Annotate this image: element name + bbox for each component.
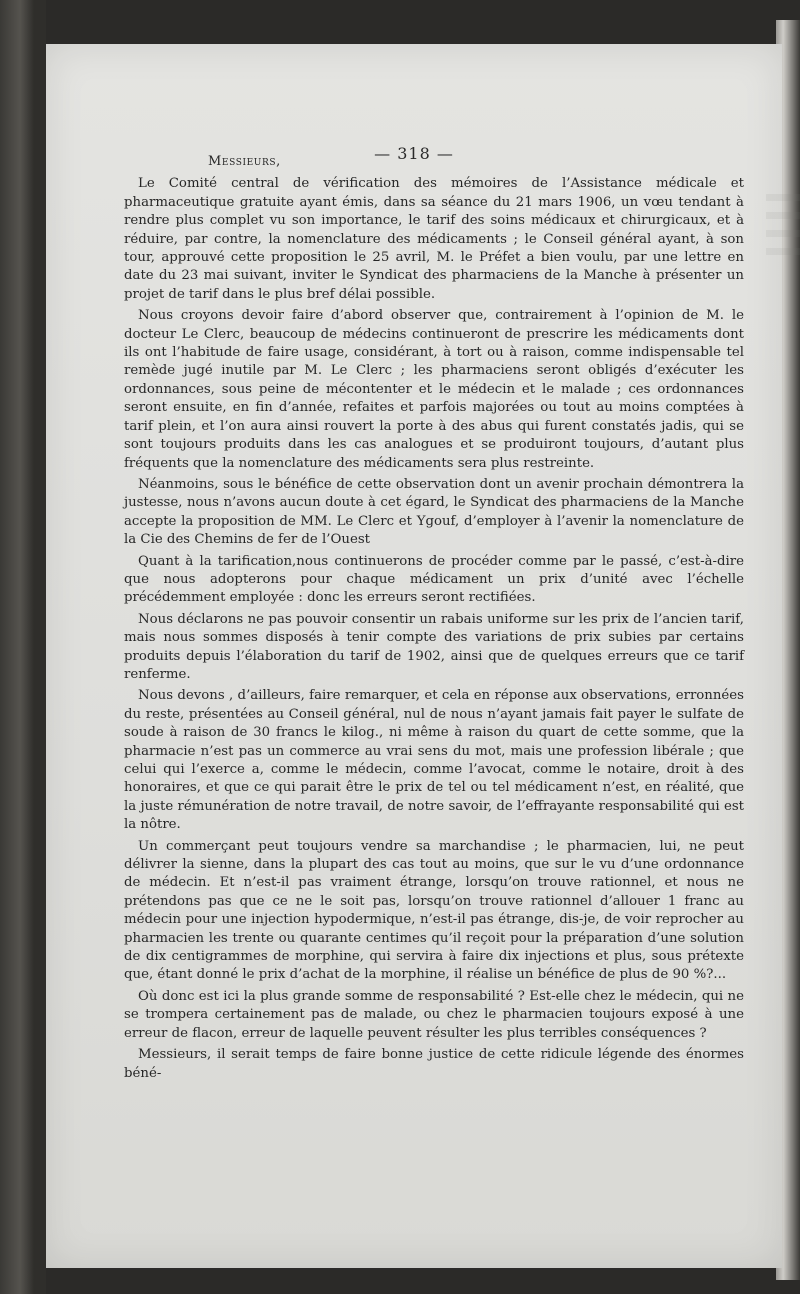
show-through-bleed bbox=[766, 194, 800, 264]
salutation: Messieurs, bbox=[208, 154, 281, 169]
paragraph-8: Où donc est ici la plus grande somme de responsabilité ? Est-elle chez le médecin, qui ne se trompera certainement pas de malade, ou chez le pharmacien toujours exposé à une erreur de flacon, erreur de laquelle peuvent résulter les plus terribles conséquences ? bbox=[124, 988, 744, 1041]
paragraph-4: Quant à la tarification,nous continuerons de procéder comme par le passé, c’est-à-dire que nous adopterons pour chaque médicament un prix d’unité avec l’échelle précédemment employée : donc les erreurs seront rectifiées. bbox=[124, 553, 744, 606]
paragraph-9: Messieurs, il serait temps de faire bonne justice de cette ridicule légende des énormes béné- bbox=[124, 1047, 744, 1081]
page-number: — 318 — bbox=[374, 144, 454, 163]
paragraph-6: Nous devons , d’ailleurs, faire remarquer, et cela en réponse aux observations, erronnées du reste, présentées au Conseil général, nul de nous n’ayant jamais fait payer le sulfate de soude à raison de 30 francs le kilog., ni même à raison du quart de cette somme, que la pharmacie n’est pas un commerce au vrai sens du mot, mais une profession libérale ; que celui qui l’exerce a, comme le médecin, comme l’avocat, comme le notaire, droit à des honoraires, et que ce qui parait être le prix de tel ou tel médicament n’est, en réalité, que la juste rémunération de notre travail, de notre savoir, de l’effrayante responsabilité qui est la nôtre. bbox=[124, 688, 744, 833]
paragraph-1: Le Comité central de vérification des mémoires de l’Assistance médicale et pharmaceutique gratuite ayant émis, dans sa séance du 21 mars 1906, un vœu tendant à rendre plus complet vu son importance, le tarif des soins médicaux et chirurgicaux, et à réduire, par contre, la nomenclature des médicaments ; le Conseil général ayant, à son tour, approuvé cette proposition le 25 avril, M. le Préfet a bien voulu, par une lettre en date du 23 mai suivant, inviter le Syndicat des pharmaciens de la Manche à présenter un projet de tarif dans le plus bref délai possible. bbox=[124, 176, 744, 302]
paragraph-5: Nous déclarons ne pas pouvoir consentir un rabais uniforme sur les prix de l’ancien tarif, mais nous sommes disposés à tenir compte des variations de prix subies par certains produits depuis l’élaboration du tarif de 1902, ainsi que de quelques erreurs que ce tarif renferme. bbox=[124, 611, 744, 682]
body-text bbox=[124, 153, 744, 1083]
paragraph-2: Nous croyons devoir faire d’abord observer que, contrairement à l’opinion de M. le docteur Le Clerc, beaucoup de médecins continueront de prescrire les médicaments dont ils ont l’habitude de faire usage, considérant, à tort ou à raison, comme indispensable tel remède jugé inutile par M. Le Clerc ; les pharmaciens seront obligés d’exécuter les ordonnances, sous peine de mécontenter et le médecin et le malade ; ces ordonnances seront ensuite, en fin d’année, refaites et parfois majorées ou tout au moins comptées à tarif plein, et l’on aura ainsi rouvert la porte à des abus qui furent constatés jadis, qui se sont toujours produits dans les cas analogues et se produiront toujours, d’autant plus fréquents que la nomenclature des médicaments sera plus restreinte. bbox=[124, 308, 744, 471]
paragraph-3: Néanmoins, sous le bénéfice de cette observation dont un avenir prochain démontrera la justesse, nous n’avons aucun doute à cet égard, le Syndicat des pharmaciens de la Manche accepte la proposition de MM. Le Clerc et Ygouf, d’employer à l’avenir la nomenclature de la Cie des Chemins de fer de l’Ouest bbox=[124, 476, 744, 548]
paragraph-7: Un commerçant peut toujours vendre sa marchandise ; le pharmacien, lui, ne peut délivrer la sienne, dans la plupart des cas tout au moins, que sur le vu d’une ordonnance de médecin. Et n’est-il pas vraiment étrange, lorsqu’on trouve rationnel, et nous ne prétendons pas que ce ne le soit pas, lorsqu’on trouve rationnel d’allouer 1 franc au médecin pour une injection hypodermique, n’est-il pas étrange, dis-je, de voir reprocher au pharmacien les trente ou quarante centimes qu’il reçoit pour la préparation d’une solution de dix centigrammes de morphine, qui servira à faire dix injections et plus, sous prétexte que, étant donné le prix d’achat de la morphine, il réalise un bénéfice de plus de 90 %?... bbox=[124, 838, 744, 983]
